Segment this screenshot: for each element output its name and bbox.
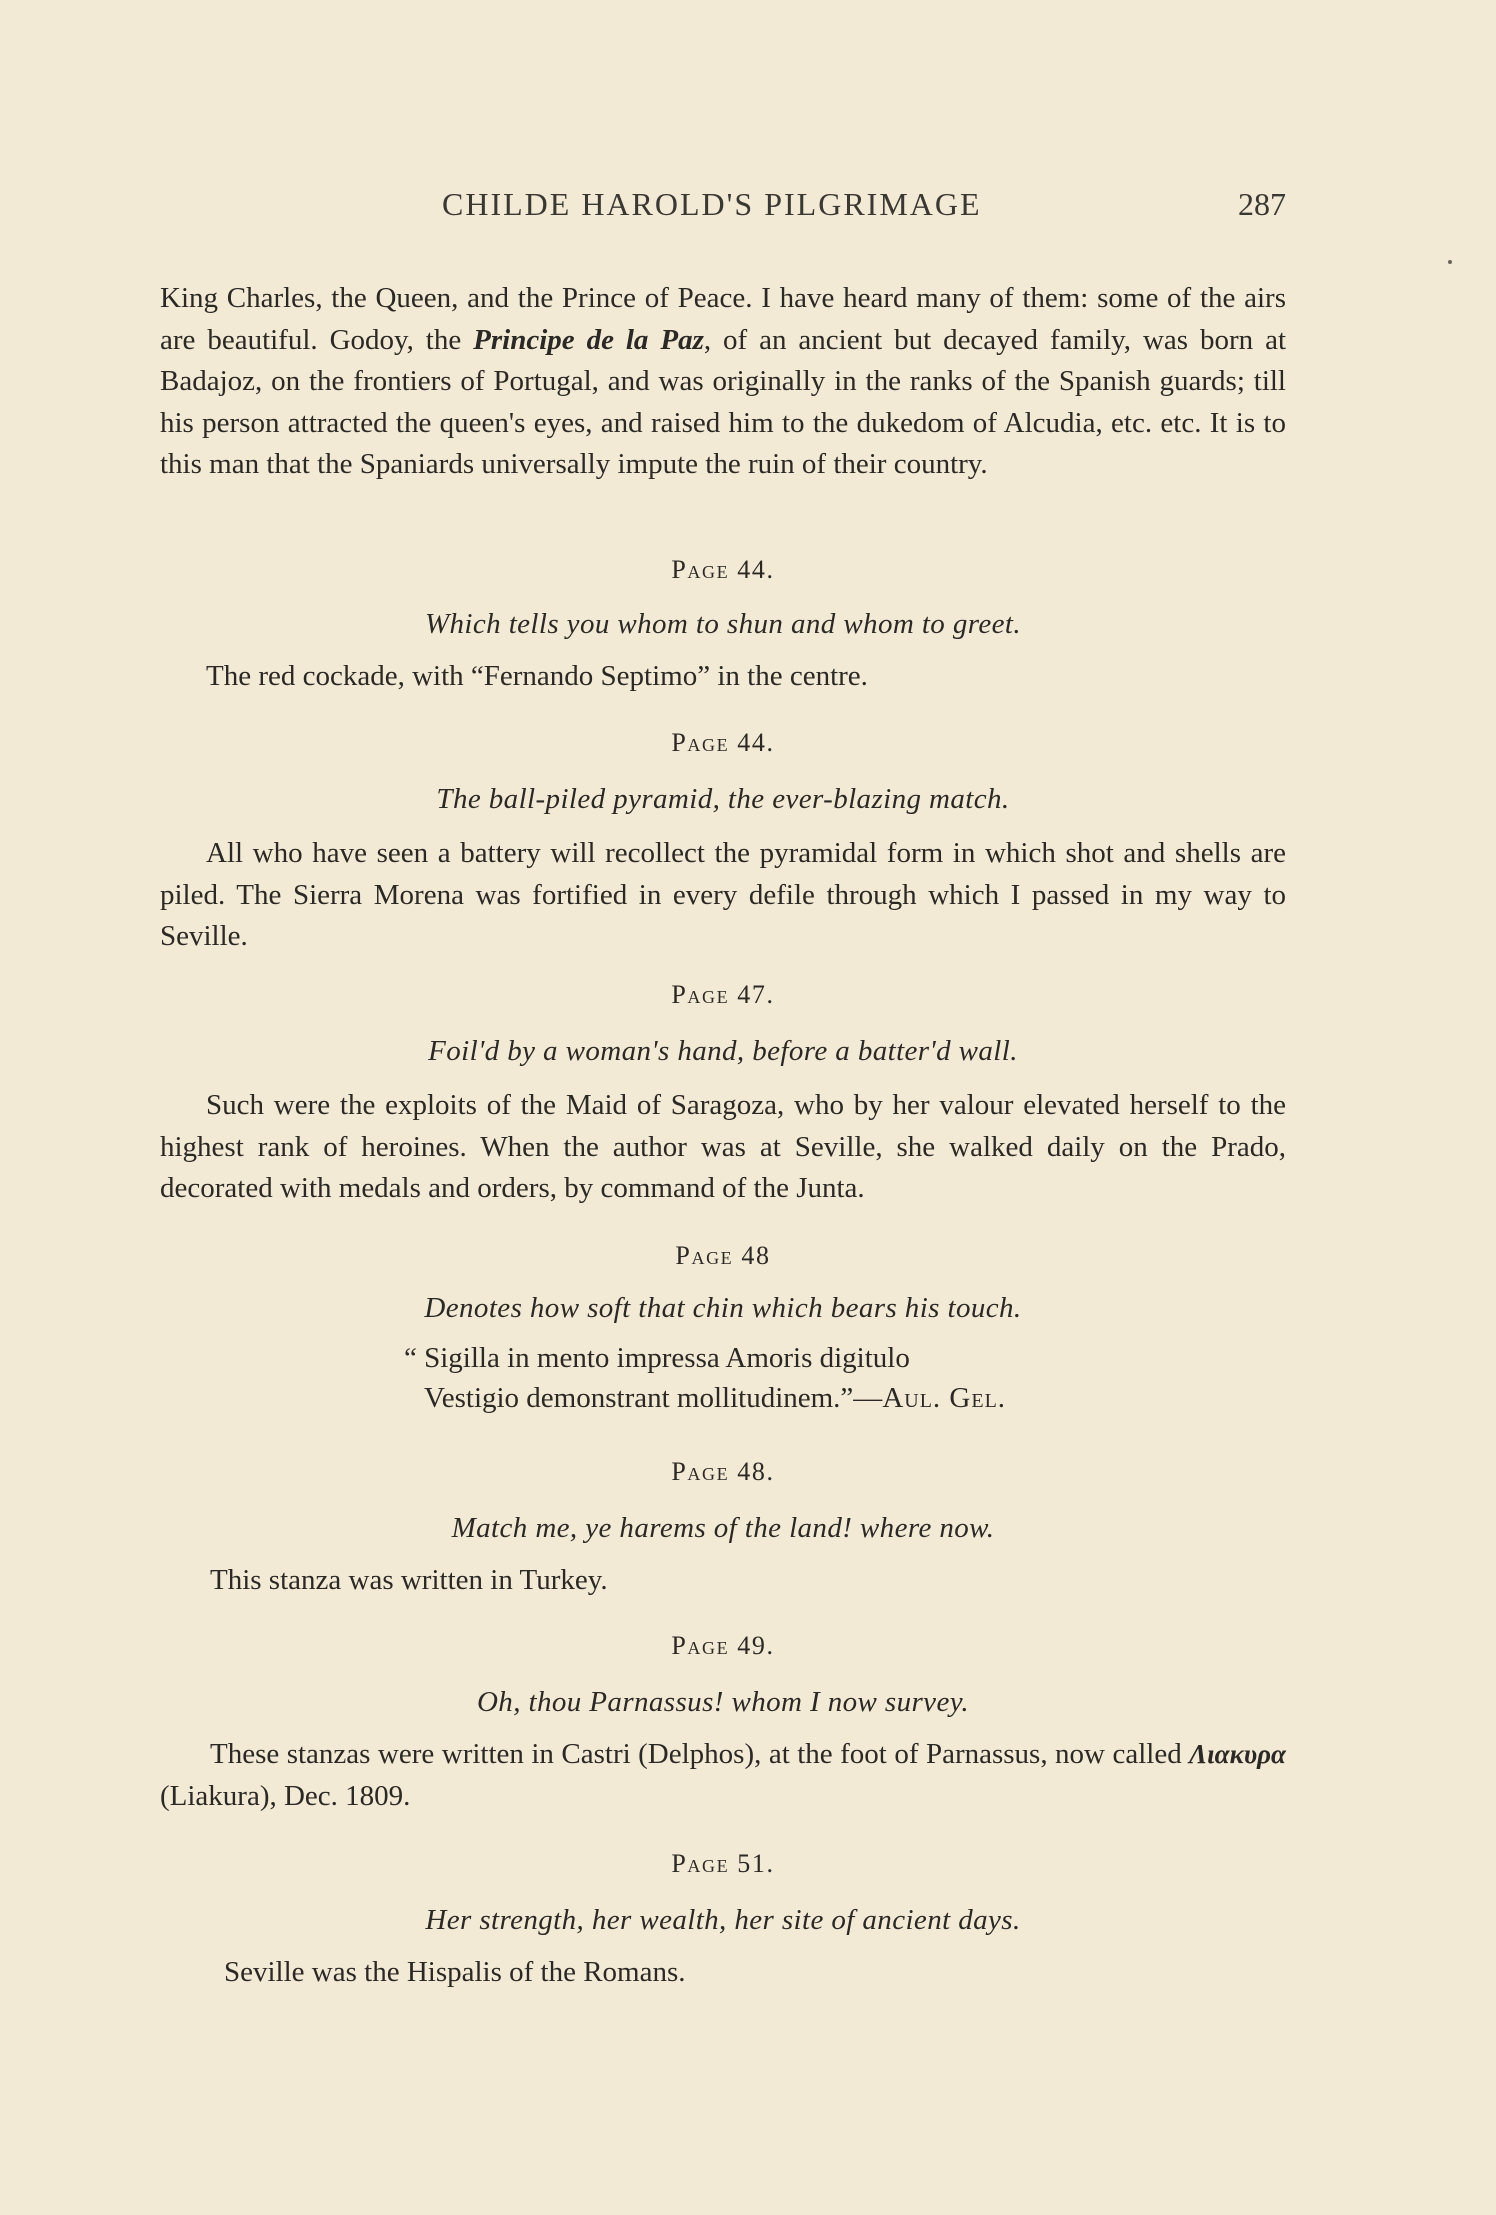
note-heading: Page 44. xyxy=(671,555,775,584)
margin-speck xyxy=(1448,260,1452,264)
intro-text-2: , of an ancient but decayed family, was born at Badajoz, on the frontiers of Portugal, and was originally in the ranks of the Spanish guards; till his person attracted the queen's eyes, and raised him to the dukedom of Alcudia, etc. etc. It is to this man that the Spaniards universally impute the ruin of their country. xyxy=(160,323,1287,480)
note-body: Seville was the Hispalis of the Romans. xyxy=(224,1956,686,1988)
note-body: This stanza was written in Turkey. xyxy=(210,1564,608,1596)
note-body: Such were the exploits of the Maid of Saragoza, who by her valour elevated herself to the highest rank of heroines. When the author was at Seville, she walked daily on the Prado, decorated with medals and orders, by command of the Junta. xyxy=(160,1089,1286,1204)
latin-quote-line-2 xyxy=(160,1378,1286,1418)
note-citation: Which tells you whom to shun and whom to greet. xyxy=(424,608,1022,640)
note-body-text-2: (Liakura), Dec. 1809. xyxy=(160,1779,411,1812)
intro-italic: Principe de la Paz xyxy=(473,323,704,356)
note-citation: Her strength, her wealth, her site of ancient days. xyxy=(425,1904,1021,1936)
note-body: The red cockade, with “Fernando Septimo” in the centre. xyxy=(206,660,868,692)
note-body-text-1: These stanzas were written in Castri (Delphos), at the foot of Parnassus, now called xyxy=(210,1738,1190,1770)
note-body: All who have seen a battery will recollect the pyramidal form in which shot and shells are piled. The Sierra Morena was fortified in every defile through which I passed in my way to Seville. xyxy=(160,837,1286,952)
note-heading: Page 51. xyxy=(671,1849,775,1878)
greek-name: Λιακυρα xyxy=(1189,1739,1286,1769)
latin-quote-text: Vestigio demonstrant mollitudinem.”— xyxy=(424,1382,883,1414)
note-page-51 xyxy=(160,1844,1286,1994)
note-heading: Page 47. xyxy=(671,980,775,1009)
intro-text-1: King Charles, the Queen, and the Prince of Peace. I have heard many of them: some of the airs are beautiful. Godoy, the xyxy=(160,282,1286,356)
note-citation: Foil'd by a woman's hand, before a batter'd wall. xyxy=(428,1035,1018,1067)
note-page-44-b xyxy=(160,723,1286,958)
page-number: 287 xyxy=(1238,186,1286,222)
note-heading: Page 49. xyxy=(671,1631,775,1660)
note-citation: Denotes how soft that chin which bears his touch. xyxy=(424,1292,1022,1324)
note-body xyxy=(160,1734,1286,1817)
intro-paragraph xyxy=(160,278,1286,486)
note-citation: Oh, thou Parnassus! whom I now survey. xyxy=(476,1686,970,1718)
intro-paragraph-block xyxy=(160,278,1286,486)
page-header xyxy=(160,186,1286,236)
note-heading: Page 48 xyxy=(675,1241,771,1270)
running-title: CHILDE HAROLD'S PILGRIMAGE xyxy=(442,186,982,222)
note-page-47 xyxy=(160,975,1286,1210)
quote-attribution: Aul. Gel. xyxy=(882,1382,1007,1414)
note-heading: Page 48. xyxy=(671,1457,775,1486)
note-page-49 xyxy=(160,1626,1286,1817)
note-page-48-b xyxy=(160,1452,1286,1602)
note-page-44-a xyxy=(160,550,1286,698)
latin-quote-line-1: “ Sigilla in mento impressa Amoris digitulo xyxy=(404,1342,910,1374)
note-citation: Match me, ye harems of the land! where now. xyxy=(451,1512,995,1544)
note-citation: The ball-piled pyramid, the ever-blazing match. xyxy=(436,783,1010,815)
note-page-48-a xyxy=(160,1236,1286,1418)
note-heading: Page 44. xyxy=(671,728,775,757)
